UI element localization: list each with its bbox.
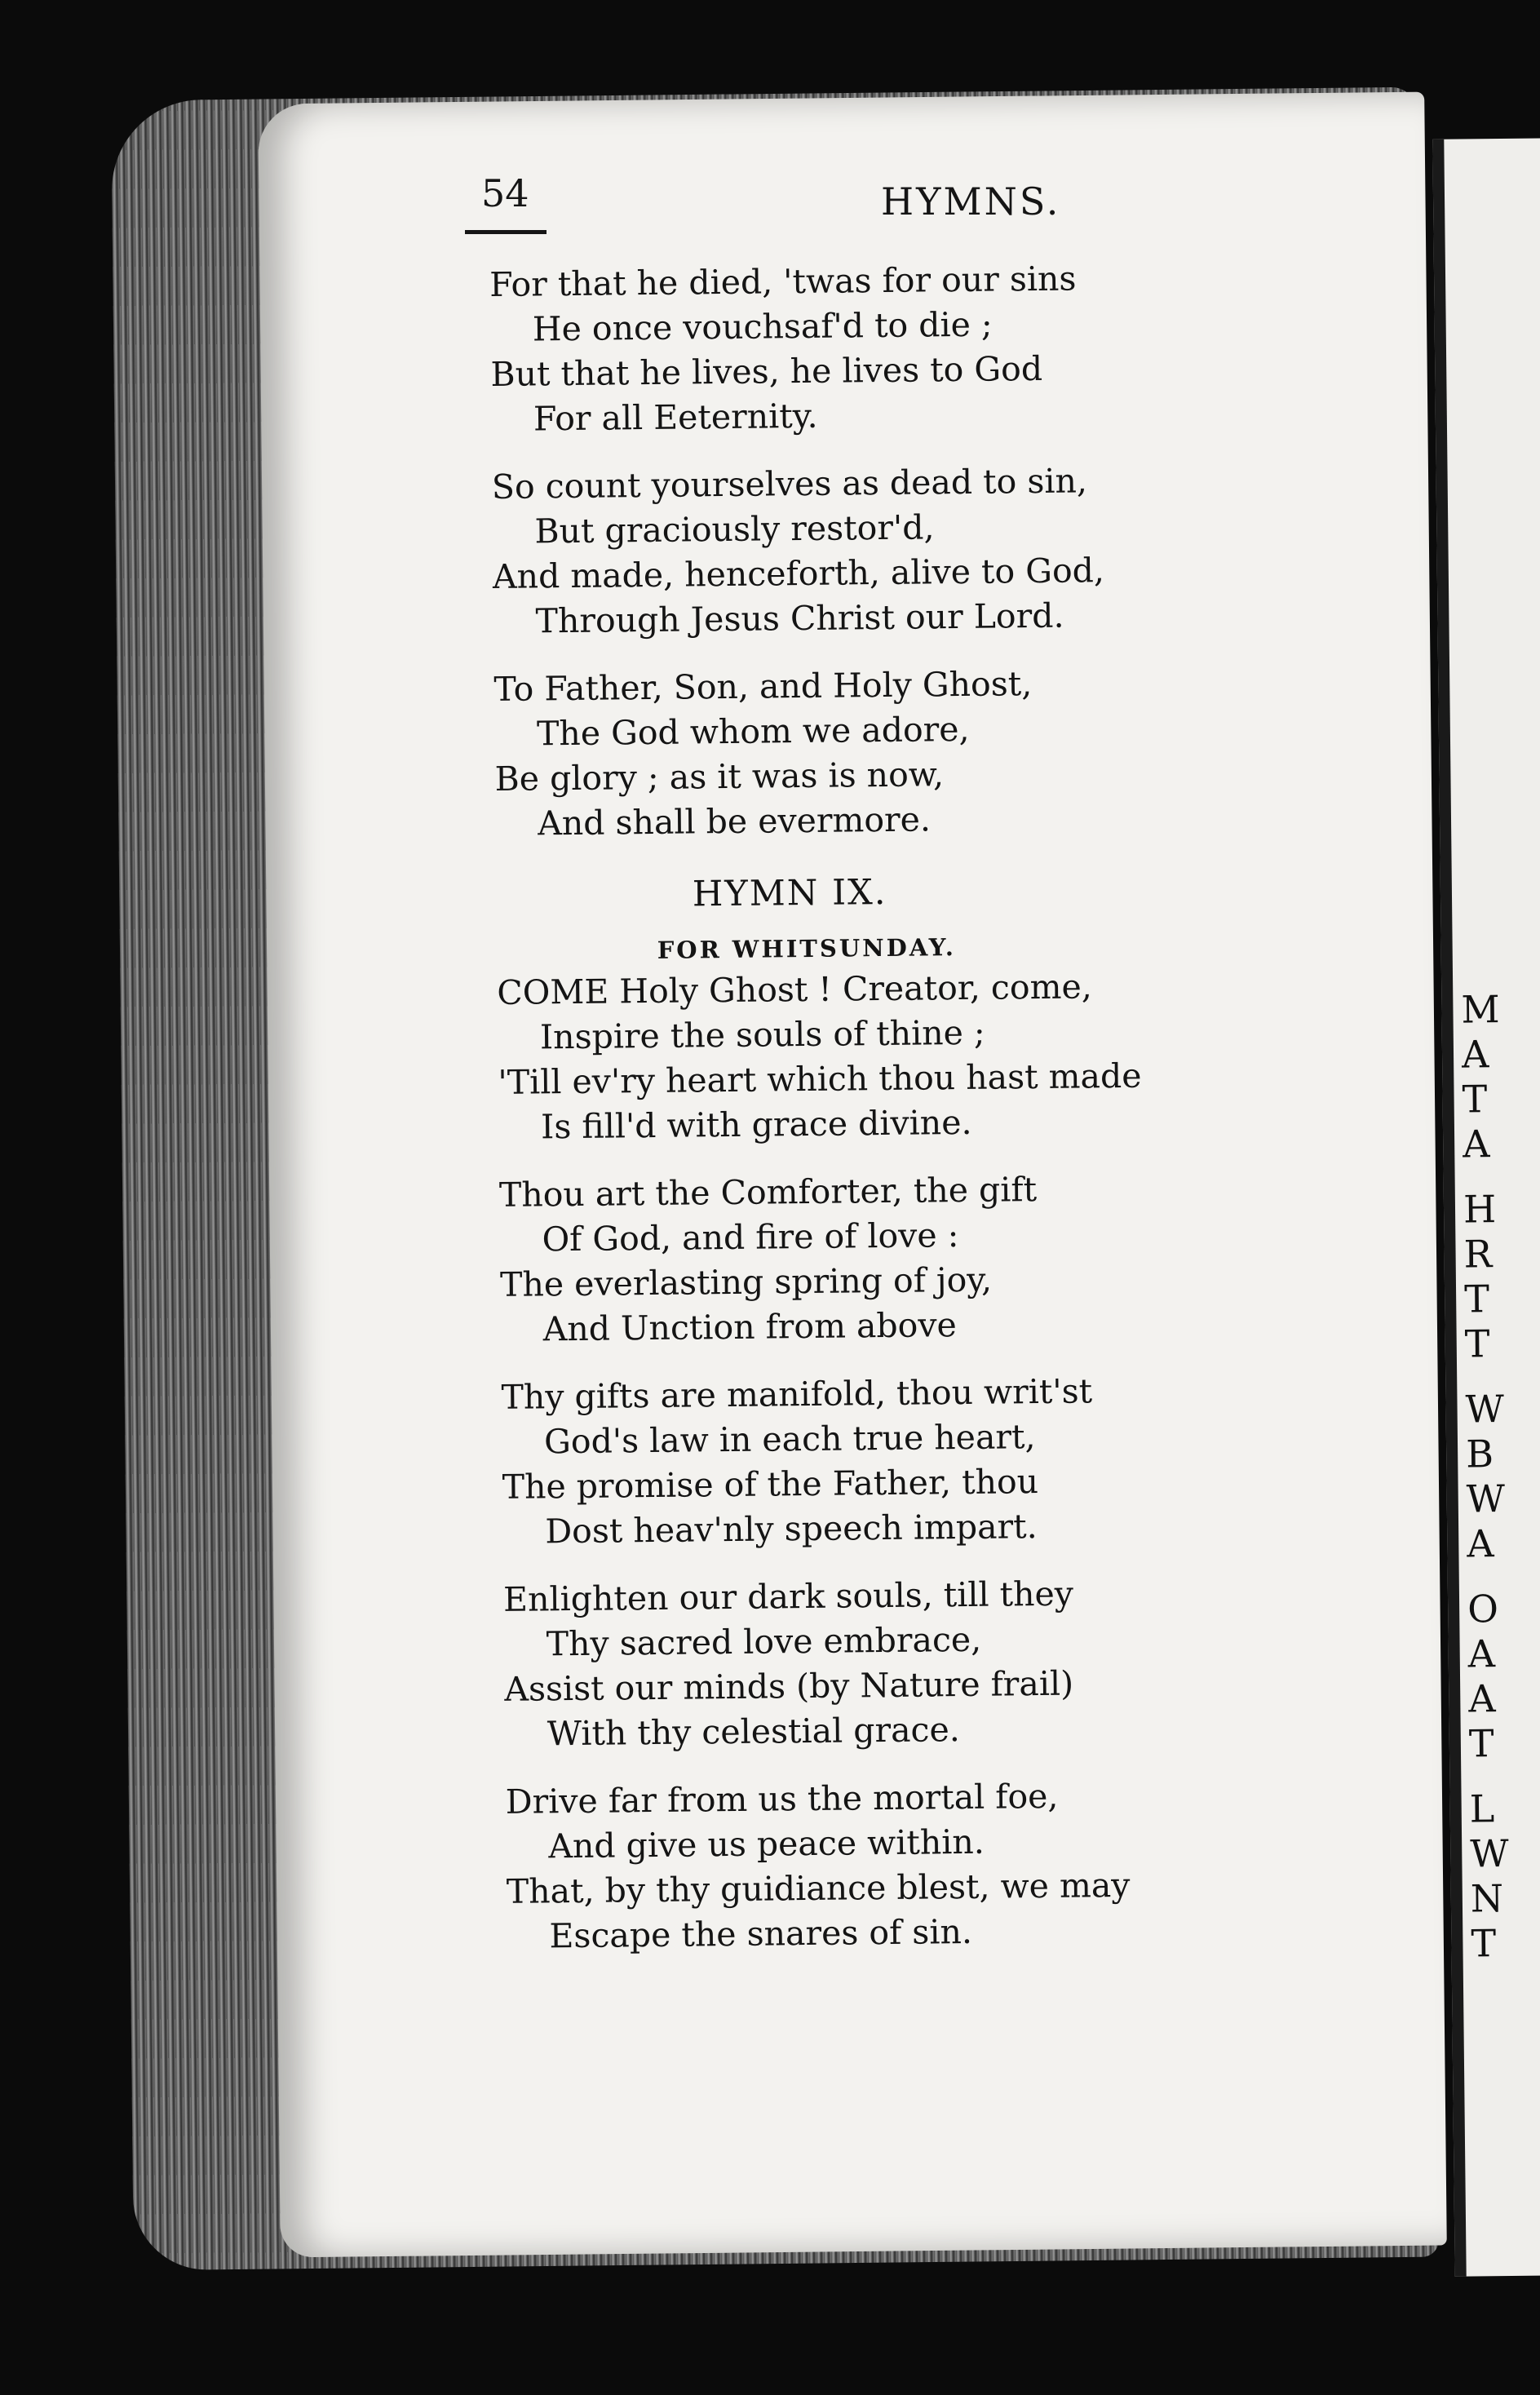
verse-line: And give us peace within. bbox=[548, 1822, 985, 1866]
page-number-rule bbox=[465, 230, 547, 234]
facing-letter: W bbox=[1470, 1831, 1509, 1876]
verse-line: But graciously restor'd, bbox=[534, 507, 935, 551]
verse-line: Thy gifts are manifold, thou writ'st bbox=[501, 1371, 1093, 1417]
verse-line: And shall be evermore. bbox=[537, 799, 932, 843]
facing-letter: T bbox=[1471, 1921, 1497, 1966]
verse-line: Enlighten our dark souls, till they bbox=[502, 1574, 1074, 1619]
hymn-subtitle: FOR WHITSUNDAY. bbox=[657, 933, 957, 964]
facing-letter: O bbox=[1467, 1587, 1499, 1631]
verse-line: Drive far from us the mortal foe, bbox=[505, 1776, 1059, 1822]
facing-letter: B bbox=[1465, 1432, 1494, 1476]
facing-letter: W bbox=[1466, 1476, 1506, 1521]
verse-line: He once vouchsaf'd to die ; bbox=[532, 304, 993, 349]
stanza bbox=[489, 253, 1388, 442]
page-header bbox=[473, 171, 1436, 237]
verse-line: And Unction from above bbox=[542, 1305, 958, 1349]
stanza bbox=[499, 1163, 1398, 1352]
facing-letter: T bbox=[1463, 1277, 1490, 1321]
facing-letter: A bbox=[1467, 1521, 1494, 1566]
facing-letter: T bbox=[1464, 1321, 1490, 1366]
stanza bbox=[503, 1568, 1402, 1757]
facing-letter: A bbox=[1467, 1631, 1496, 1676]
page-text bbox=[489, 253, 1405, 1981]
verse-line: Through Jesus Christ our Lord. bbox=[535, 595, 1064, 641]
facing-letter: T bbox=[1462, 1077, 1488, 1122]
facing-letter: A bbox=[1461, 1032, 1489, 1077]
facing-letter: H bbox=[1463, 1187, 1497, 1232]
verse-line: With thy celestial grace. bbox=[547, 1710, 961, 1754]
verse-line: The everlasting spring of joy, bbox=[499, 1259, 993, 1304]
verse-line: God's law in each true heart, bbox=[543, 1417, 1036, 1462]
facing-letter: M bbox=[1461, 987, 1500, 1032]
page-number: 54 bbox=[481, 171, 529, 215]
running-head: HYMNS. bbox=[881, 179, 1061, 224]
verse-line: Of God, and fire of love : bbox=[542, 1215, 959, 1259]
facing-page-edge bbox=[1432, 138, 1540, 2276]
facing-letter: T bbox=[1468, 1721, 1494, 1766]
verse-line: For that he died, 'twas for our sins bbox=[489, 259, 1077, 304]
facing-letter: W bbox=[1465, 1387, 1505, 1432]
verse-line: 'Till ev'ry heart which thou hast made bbox=[498, 1056, 1142, 1102]
verse-line: To Father, Son, and Holy Ghost, bbox=[493, 664, 1033, 709]
verse-line: But that he lives, he lives to God bbox=[490, 348, 1043, 394]
stanza bbox=[493, 657, 1392, 847]
verse-line: Escape the snares of sin. bbox=[549, 1911, 973, 1956]
facing-letter: L bbox=[1469, 1786, 1495, 1831]
stanza bbox=[492, 455, 1391, 644]
hymn-title: HYMN IX. bbox=[692, 871, 887, 915]
verse-line: The promise of the Father, thou bbox=[502, 1462, 1039, 1507]
facing-letter: A bbox=[1468, 1676, 1496, 1721]
verse-line: Be glory ; as it was is now, bbox=[494, 755, 945, 799]
verse-line: Inspire the souls of thine ; bbox=[539, 1012, 985, 1057]
verse-line: For all Eeternity. bbox=[533, 396, 818, 439]
verse-line: Thy sacred love embrace, bbox=[546, 1619, 982, 1664]
facing-letter: N bbox=[1470, 1876, 1504, 1921]
verse-line: Thou art the Comforter, the gift bbox=[498, 1170, 1038, 1215]
verse-line: And made, henceforth, alive to God, bbox=[492, 551, 1105, 596]
verse-line: COME Holy Ghost ! Creator, come, bbox=[497, 967, 1092, 1012]
facing-letter: A bbox=[1462, 1122, 1490, 1167]
verse-line: That, by thy guidiance blest, we may bbox=[506, 1865, 1131, 1911]
verse-line: The God whom we adore, bbox=[536, 709, 970, 754]
stanza bbox=[505, 1770, 1404, 1959]
verse-line: Dost heav'nly speech impart. bbox=[545, 1507, 1038, 1552]
stanza bbox=[501, 1366, 1400, 1555]
verse-line: So count yourselves as dead to sin, bbox=[491, 461, 1088, 507]
verse-line: Assist our minds (by Nature frail) bbox=[504, 1663, 1074, 1709]
stanza bbox=[497, 961, 1396, 1150]
facing-letter: R bbox=[1463, 1232, 1493, 1277]
verse-line: Is fill'd with grace divine. bbox=[540, 1102, 972, 1147]
